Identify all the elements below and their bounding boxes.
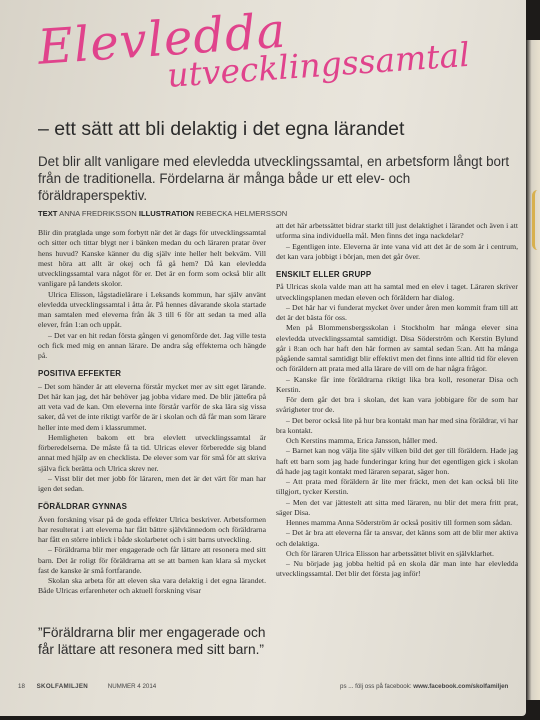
issue-number: NUMMER 4 2014 <box>107 683 157 690</box>
paragraph: – Barnet kan nog välja lite själv vilken bild det ger till föräldern. Hade jag haft ett barn som jag hade funderingar kring hur det egentligen gick i skolan då hade jag tagit kontakt med läraren separat, säger hon. <box>276 446 518 476</box>
article-ingress: Det blir allt vanligare med elevledda utvecklingssamtal, en arbetsform långt bort från de traditionella. Fördelarna är många både ur ett elev- och föräldraperspektiv. <box>38 154 510 203</box>
next-page-edge <box>526 40 540 700</box>
paragraph: Ulrica Elisson, lågstadielärare i Leksands kommun, har själv använt elevledda utvecklingssamtal i åtta år. På hennes dåvarande skola startade man samtalen med eleverna från åk 3 till 6 för att sedan ta med alla elever, från 1:an och uppåt. <box>38 289 266 330</box>
paragraph: Men på Blommensbergsskolan i Stockholm har många elever sina elevledda utvecklingssamtal samtidigt. Disa Söderström och Kerstin Bylund går i 8:an och har haft den här formen av samtal sedan 5:an. Att ha många pågående samtal samtidigt blir effektivt men det finns inte alltid tid för eleven och föräldern att prata med alla lärare de vill om de har några frågor. <box>276 323 518 374</box>
paragraph: – Nu började jag jobba heltid på en skola där man inte har elevledda utvecklingssamtal. Det blir det första jag inför! <box>276 559 518 579</box>
paragraph: På Ulricas skola valde man att ha samtal med en elev i taget. Läraren skriver utvecklingsplanen medan eleven och föräldern har dialog. <box>276 282 518 302</box>
paragraph: – Att prata med föräldern är lite mer fräckt, men det kan också bli lite tillgjort, tycker Kerstin. <box>276 477 518 497</box>
article-title-line1: Elevledda <box>36 2 289 76</box>
article-title-line2: utvecklingssamtal <box>166 34 471 95</box>
article-credits <box>38 209 518 218</box>
paragraph: – Egentligen inte. Eleverna är inte vana vid att det är de som är i centrum, det kan vara jobbigt i början, men det går över. <box>276 241 518 261</box>
paragraph: att det här arbetssättet bidrar starkt till just delaktighet i lärandet och även i att utforma sina individuella mål. Men finns det inga nackdelar? <box>276 221 518 241</box>
paragraph: Och Kerstins mamma, Erica Jansson, håller med. <box>286 436 438 445</box>
paragraph: – Föräldrarna blir mer engagerade och får lättare att resonera med sitt barn. Det är roligt för föräldrarna att se att barnen kan klara så mycket fast de kanske är små fortfarande. <box>38 545 266 575</box>
paragraph: – Det var en hit redan första gången vi genomförde det. Jag ville testa och fick med mig en annan lärare. De andra såg effekterna och hängde på. <box>38 330 266 360</box>
paragraph: Skolan ska arbeta för att eleven ska vara delaktig i det egna lärandet. Både Ulricas erfarenheter och aktuell forskning visar <box>38 576 266 596</box>
paragraph: – Det beror också lite på hur bra kontakt man har med sina föräldrar, vi har bra kontakt. <box>276 415 518 435</box>
page-number: 18 <box>18 683 25 690</box>
magazine-name: SKOLFAMILJEN <box>36 683 89 690</box>
paragraph: Hemligheten bakom ett bra elevlett utvecklingssamtal är förberedelserna. De måste få ta tid. Ulricas elever förberedde sig bland annat med hjälp av en checklista. De elever som var för små för att skriva själva fick berätta och Ulrica skrev ner. <box>38 432 266 473</box>
paragraph: – Det är bra att eleverna får ta ansvar, det känns som att de blir mer aktiva och delaktiga. <box>276 528 518 548</box>
paragraph: – Men det var jättestelt att sitta med läraren, nu blir det mera fritt prat, säger Disa. <box>276 497 518 517</box>
illustration-fragment <box>532 190 540 250</box>
paragraph: Blir din pratglada unge som forbytt när det är dags för utvecklingssamtal och sitter och tittar blygt ner i bänken medan du och läraren pratar över hens huvud? Kanske känner du dig själv inte heller helt bekväm. Vill mest höra att allt är okej och få gå hem? Då kan elevledda utvecklingssamtal vara något för er. Det är en form som också blir allt vanligare på landets skolor. <box>38 228 266 289</box>
pull-quote: ”Föräldrarna blir mer engagerade och får lättare att resonera med sitt barn.” <box>38 625 266 657</box>
credit-illustration-author: REBECKA HELMERSSON <box>196 209 288 218</box>
section-heading-enskilt-eller-grupp: ENSKILT ELLER GRUPP <box>276 270 372 279</box>
facebook-link[interactable]: www.facebook.com/skolfamiljen <box>413 683 509 690</box>
paragraph: – Kanske får inte föräldrarna riktigt lika bra koll, resonerar Disa och Kerstin. <box>276 374 518 394</box>
paragraph: Hennes mamma Anna Söderström är också positiv till formen som sådan. <box>286 518 513 527</box>
paragraph: Även forskning visar på de goda effekter Ulrica beskriver. Arbetsformen har resulterat i att eleverna har fått bättre självkännedom och föräldrarna har fått en större inblick i både skolarbetet och i sitt barns utveckling. <box>38 514 266 544</box>
paragraph: För dem går det bra i skolan, det kan vara jobbigare för de som har svårigheter tror de. <box>276 395 518 415</box>
left-column <box>38 228 266 597</box>
credit-illustration-label: ILLUSTRATION <box>138 209 195 218</box>
paragraph: – Visst blir det mer jobb för läraren, men det är det värt för man har igen det sedan. <box>38 473 266 493</box>
section-heading-foraldrar-gynnas: FÖRÄLDRAR GYNNAS <box>38 502 128 512</box>
credit-text-author: ANNA FREDRIKSSON <box>59 209 137 218</box>
credit-text-label: TEXT <box>38 209 58 218</box>
footer-right <box>340 683 508 690</box>
section-heading-positiva-effekter: POSITIVA EFFEKTER <box>38 369 122 379</box>
paragraph: – Det som händer är att eleverna förstår mycket mer av sitt eget lärande. Det här kan jag, det här behöver jag jobba vidare med. De blir jätteбra på att veta vad de kan. Om eleverna inte förstår varför de ska lära sig vissa saker, då vet de inte riktigt varför de är i skolan och då får man som lärare heller inte med dem i klassrummet. <box>38 381 266 432</box>
follow-text: ps ... följ oss på facebook: <box>340 683 412 690</box>
paragraph: Och för läraren Ulrica Elisson har arbetssättet blivit en självklarhet. <box>286 548 494 558</box>
right-column <box>276 221 518 580</box>
footer-left <box>18 683 156 690</box>
paragraph: – Det här har vi funderat mycket över under åren men kommit fram till att det är det bästa för oss. <box>276 302 518 322</box>
article-subtitle: – ett sätt att bli delaktig i det egna lärandet <box>38 118 405 140</box>
